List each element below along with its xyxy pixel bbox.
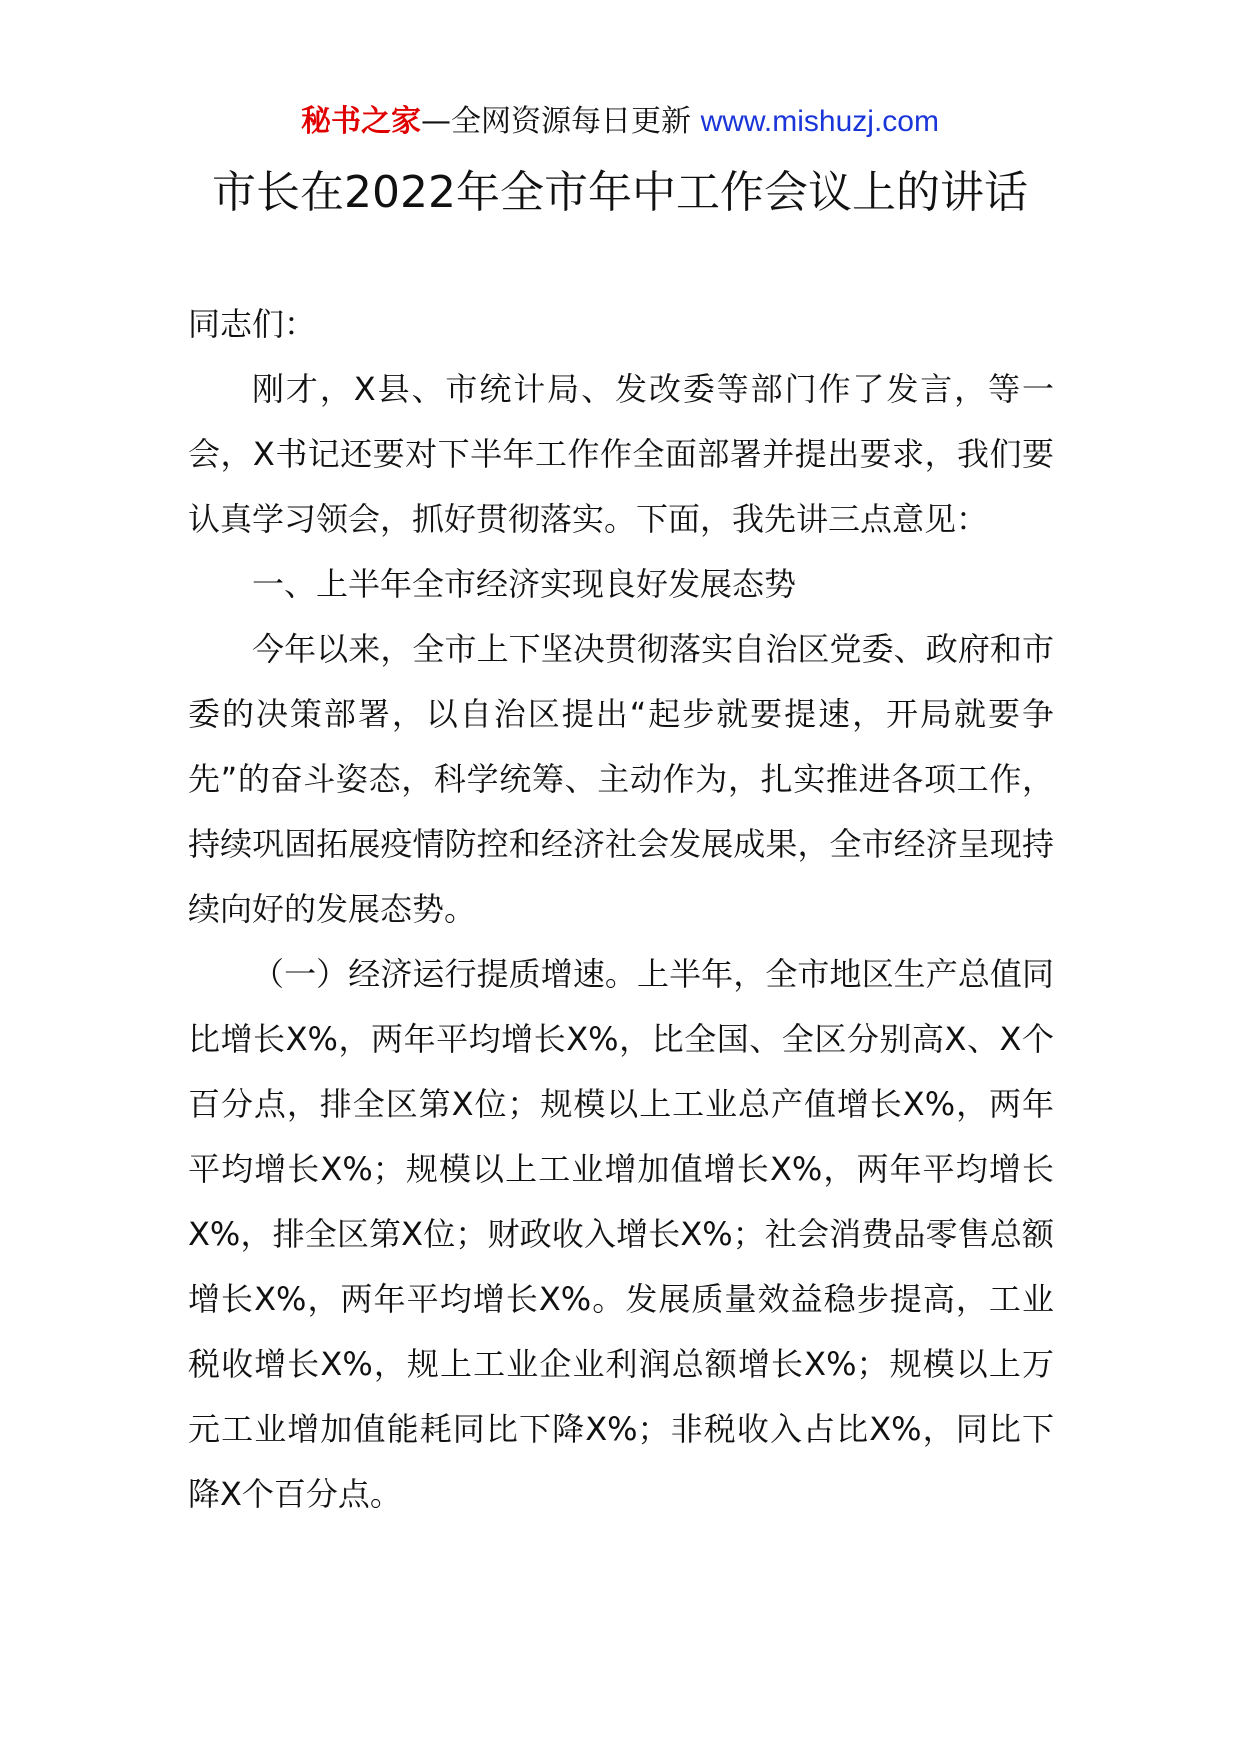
site-header [0, 100, 1240, 144]
paragraph-overview: 今年以来，全市上下坚决贯彻落实自治区党委、政府和市委的决策部署，以自治区提出“起步就要提速，开局就要争先”的奋斗姿态，科学统筹、主动作为，扎实推进各项工作，持续巩固拓展疫情防控和经济社会发展成果，全市经济呈现持续向好的发展态势。 [188, 630, 1054, 928]
site-url-link[interactable]: www.mishuzj.com [700, 105, 939, 138]
section-heading-1: 一、上半年全市经济实现良好发展态势 [252, 565, 797, 603]
brand-name: 秘书之家 [301, 104, 422, 139]
paragraph-intro: 刚才，X县、市统计局、发改委等部门作了发言，等一会，X书记还要对下半年工作作全面部署并提出要求，我们要认真学习领会，抓好贯彻落实。下面，我先讲三点意见： [188, 370, 1054, 538]
paragraph-economy: （一）经济运行提质增速。上半年，全市地区生产总值同比增长X%，两年平均增长X%，比全国、全区分别高X、X个百分点，排全区第X位；规模以上工业总产值增长X%，两年平均增长X%；规模以上工业增加值增长X%，两年平均增长X%，排全区第X位；财政收入增长X%；社会消费品零售总额增长X%，两年平均增长X%。发展质量效益稳步提高，工业税收增长X%，规上工业企业利润总额增长X%；规模以上万元工业增加值能耗同比下降X%；非税收入占比X%，同比下降X个百分点。 [188, 955, 1054, 1513]
header-tagline: —全网资源每日更新 [421, 104, 692, 139]
salutation: 同志们： [188, 305, 317, 343]
document-title: 市长在2022年全市年中工作会议上的讲话 [212, 167, 1028, 218]
document-body [188, 292, 1054, 1527]
